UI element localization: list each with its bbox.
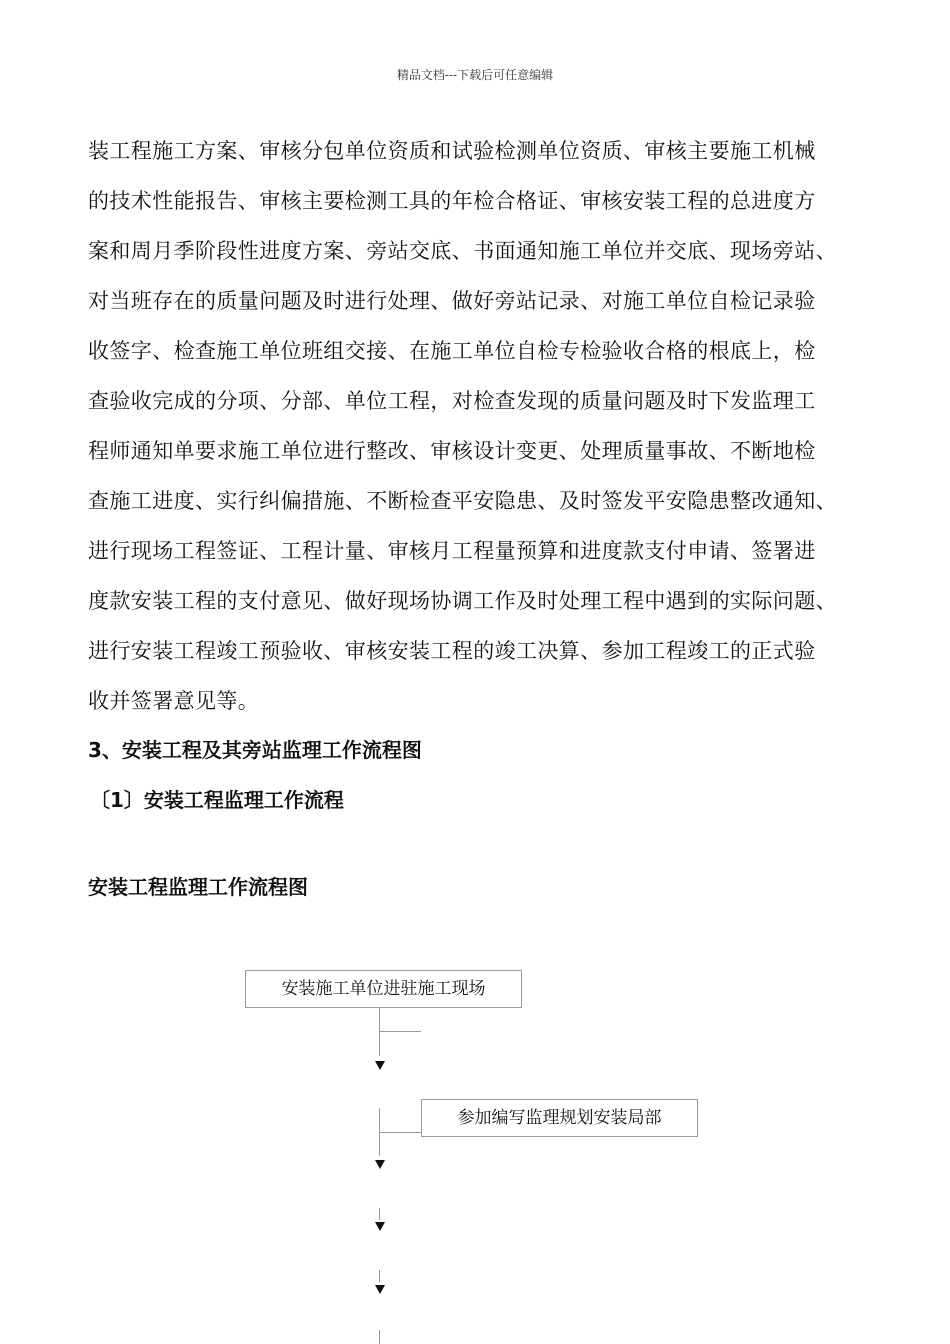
arrow-down-icon (375, 1160, 385, 1169)
flow-connector (379, 1208, 380, 1220)
flow-connector (379, 1270, 380, 1282)
arrow-down-icon (375, 1222, 385, 1231)
flowchart-title: 安装工程监理工作流程图 (88, 875, 308, 899)
paragraph-line: 查施工进度、实行纠偏措施、不断检查平安隐患、及时签发平安隐患整改通知、 (88, 489, 837, 513)
paragraph-line: 程师通知单要求施工单位进行整改、审核设计变更、处理质量事故、不断地检 (88, 439, 816, 463)
arrow-down-icon (375, 1061, 385, 1070)
paragraph-line: 进行安装工程竣工预验收、审核安装工程的竣工决算、参加工程竣工的正式验 (88, 639, 816, 663)
flow-branch-line (379, 1031, 421, 1032)
subsection-heading: 〔1〕安装工程监理工作流程 (90, 788, 344, 812)
flow-step-supervision-plan: 参加编写监理规划安装局部 (421, 1099, 698, 1137)
paragraph-line: 进行现场工程签证、工程计量、审核月工程量预算和进度款支付申请、签署进 (88, 539, 816, 563)
body-paragraph (88, 133, 888, 733)
section-heading: 3、安装工程及其旁站监理工作流程图 (88, 738, 422, 762)
paragraph-line: 查验收完成的分项、分部、单位工程，对检查发现的质量问题及时下发监理工 (88, 389, 816, 413)
flow-step-enter-site: 安装施工单位进驻施工现场 (245, 970, 522, 1008)
page-header: 精品文档---下载后可任意编辑 (396, 68, 554, 82)
paragraph-line: 对当班存在的质量问题及时进行处理、做好旁站记录、对施工单位自检记录验 (88, 289, 816, 313)
arrow-down-icon (375, 1285, 385, 1294)
paragraph-line: 装工程施工方案、审核分包单位资质和试验检测单位资质、审核主要施工机械 (88, 139, 816, 163)
paragraph-line: 收并签署意见等。 (88, 689, 260, 713)
flow-connector (379, 1330, 380, 1344)
flow-branch-line (379, 1132, 421, 1133)
paragraph-line: 的技术性能报告、审核主要检测工具的年检合格证、审核安装工程的总进度方 (88, 189, 816, 213)
paragraph-line: 案和周月季阶段性进度方案、旁站交底、书面通知施工单位并交底、现场旁站、 (88, 239, 837, 263)
flow-connector (379, 1008, 380, 1056)
paragraph-line: 收签字、检查施工单位班组交接、在施工单位自检专检验收合格的根底上，检 (88, 339, 816, 363)
paragraph-line: 度款安装工程的支付意见、做好现场协调工作及时处理工程中遇到的实际问题、 (88, 589, 837, 613)
